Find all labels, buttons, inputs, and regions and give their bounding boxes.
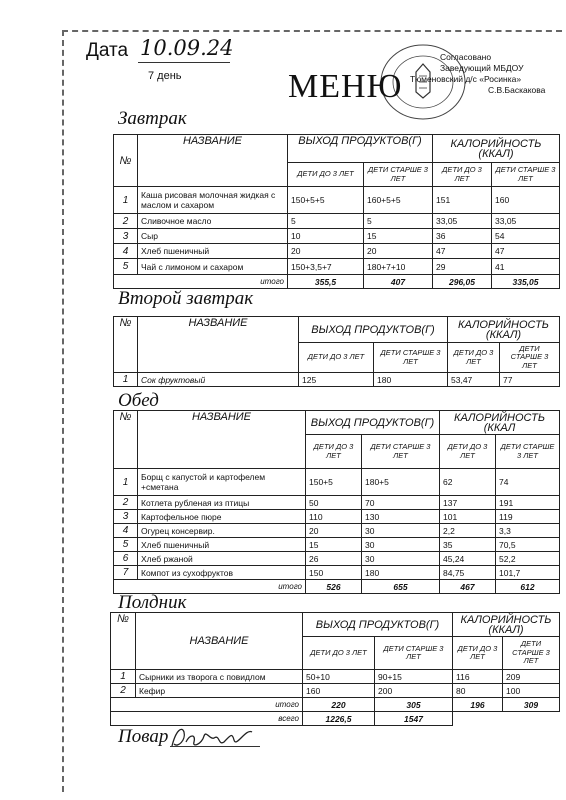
total-row <box>114 275 560 289</box>
yield-over3: 180 <box>374 373 448 387</box>
lunch-title: Обед <box>118 390 159 411</box>
yield-under3: 125 <box>299 373 374 387</box>
col-under3-header: ДЕТИ ДО 3 ЛЕТ <box>306 435 362 469</box>
kcal-under3: 80 <box>453 684 503 698</box>
col-name-header: НАЗВАНИЕ <box>136 613 303 670</box>
kcal-over3: 74 <box>496 469 560 496</box>
table-row <box>114 244 560 259</box>
yield-under3: 50+10 <box>303 670 375 684</box>
yield-under3: 150+3,5+7 <box>288 259 364 275</box>
yield-over3: 30 <box>362 538 440 552</box>
total-label: итого <box>114 275 288 289</box>
row-num: 5 <box>114 538 138 552</box>
signature-underline <box>170 746 260 747</box>
dish-name: Каша рисовая молочная жидкая с маслом и сахаром <box>138 187 288 214</box>
total-label: итого <box>111 698 303 712</box>
lunch-table <box>113 410 560 594</box>
col-over3-header: ДЕТИ СТАРШЕ 3 ЛЕТ <box>362 435 440 469</box>
col-yield-header: ВЫХОД ПРОДУКТОВ(Г) <box>299 317 448 343</box>
yield-under3: 50 <box>306 496 362 510</box>
col-under3-header: ДЕТИ ДО 3 ЛЕТ <box>453 637 503 670</box>
kcal-over3: 100 <box>503 684 560 698</box>
col-under3-header: ДЕТИ ДО 3 ЛЕТ <box>303 637 375 670</box>
row-num: 6 <box>114 552 138 566</box>
kcal-over3: 47 <box>492 244 560 259</box>
yield-over3: 90+15 <box>375 670 453 684</box>
date-label: Дата <box>86 40 129 61</box>
approval-line: Тюменовский д/с «Росинка» <box>410 74 522 84</box>
dish-name: Сыр <box>138 229 288 244</box>
yield-under3: 110 <box>306 510 362 524</box>
col-num-header: № <box>114 411 138 469</box>
dish-name: Сок фруктовый <box>138 373 299 387</box>
total-row <box>111 698 560 712</box>
kcal-under3: 35 <box>440 538 496 552</box>
table-row <box>111 684 560 698</box>
yield-over3: 180 <box>362 566 440 580</box>
grand-total-yield-over3: 1547 <box>375 712 453 726</box>
table-row <box>114 187 560 214</box>
snack-table <box>110 612 560 726</box>
col-calories-header: КАЛОРИЙНОСТЬ (ККАЛ) <box>453 613 560 637</box>
col-over3-header: ДЕТИ СТАРШЕ 3 ЛЕТ <box>375 637 453 670</box>
yield-over3: 70 <box>362 496 440 510</box>
yield-under3: 10 <box>288 229 364 244</box>
yield-under3: 20 <box>288 244 364 259</box>
row-num: 1 <box>111 670 136 684</box>
kcal-under3: 101 <box>440 510 496 524</box>
kcal-under3: 36 <box>433 229 492 244</box>
col-over3-header: ДЕТИ СТАРШЕ 3 ЛЕТ <box>500 343 560 373</box>
grand-total-yield-under3: 1226,5 <box>303 712 375 726</box>
total-yield-over3: 407 <box>364 275 433 289</box>
kcal-under3: 62 <box>440 469 496 496</box>
col-yield-header: ВЫХОД ПРОДУКТОВ(Г) <box>303 613 453 637</box>
kcal-under3: 151 <box>433 187 492 214</box>
table-row <box>114 373 560 387</box>
kcal-under3: 33,05 <box>433 214 492 229</box>
yield-under3: 15 <box>306 538 362 552</box>
breakfast-table <box>113 134 560 289</box>
day-label: 7 день <box>148 70 182 82</box>
table-row <box>114 566 560 580</box>
table-row <box>114 524 560 538</box>
col-name-header: НАЗВАНИЕ <box>138 317 299 373</box>
kcal-under3: 29 <box>433 259 492 275</box>
total-kcal-over3: 309 <box>503 698 560 712</box>
dish-name: Сырники из творога с повидлом <box>136 670 303 684</box>
kcal-over3: 41 <box>492 259 560 275</box>
col-under3-header: ДЕТИ ДО 3 ЛЕТ <box>288 163 364 187</box>
second-breakfast-table <box>113 316 560 387</box>
table-row <box>114 469 560 496</box>
row-num: 5 <box>114 259 138 275</box>
col-calories-header: КАЛОРИЙНОСТЬ (ККАЛ <box>440 411 560 435</box>
col-over3-header: ДЕТИ СТАРШЕ 3 ЛЕТ <box>503 637 560 670</box>
col-over3-header: ДЕТИ СТАРШЕ 3 ЛЕТ <box>492 163 560 187</box>
row-num: 4 <box>114 244 138 259</box>
total-yield-over3: 305 <box>375 698 453 712</box>
kcal-under3: 45,24 <box>440 552 496 566</box>
total-yield-under3: 526 <box>306 580 362 594</box>
kcal-over3: 191 <box>496 496 560 510</box>
yield-over3: 200 <box>375 684 453 698</box>
kcal-under3: 47 <box>433 244 492 259</box>
total-kcal-over3: 612 <box>496 580 560 594</box>
yield-under3: 5 <box>288 214 364 229</box>
yield-under3: 150+5+5 <box>288 187 364 214</box>
dish-name: Хлеб пшеничный <box>138 538 306 552</box>
col-under3-header: ДЕТИ ДО 3 ЛЕТ <box>440 435 496 469</box>
yield-over3: 180+7+10 <box>364 259 433 275</box>
kcal-over3: 77 <box>500 373 560 387</box>
col-yield-header: ВЫХОД ПРОДУКТОВ(Г) <box>306 411 440 435</box>
kcal-over3: 119 <box>496 510 560 524</box>
kcal-under3: 116 <box>453 670 503 684</box>
dish-name: Хлеб пшеничный <box>138 244 288 259</box>
table-row <box>114 229 560 244</box>
total-kcal-under3: 296,05 <box>433 275 492 289</box>
menu-title: МЕНЮ <box>288 68 403 105</box>
col-under3-header: ДЕТИ ДО 3 ЛЕТ <box>448 343 500 373</box>
table-row <box>111 670 560 684</box>
row-num: 2 <box>114 214 138 229</box>
kcal-over3: 101,7 <box>496 566 560 580</box>
approval-line: С.В.Баскакова <box>488 85 546 95</box>
col-under3-header: ДЕТИ ДО 3 ЛЕТ <box>433 163 492 187</box>
yield-over3: 5 <box>364 214 433 229</box>
approval-block <box>410 52 546 96</box>
row-num: 7 <box>114 566 138 580</box>
approval-line: Заведующий МБДОУ <box>440 63 524 73</box>
dish-name: Кефир <box>136 684 303 698</box>
yield-under3: 150+5 <box>306 469 362 496</box>
row-num: 1 <box>114 373 138 387</box>
yield-over3: 160+5+5 <box>364 187 433 214</box>
yield-over3: 20 <box>364 244 433 259</box>
dish-name: Огурец консервир. <box>138 524 306 538</box>
table-row <box>114 496 560 510</box>
row-num: 3 <box>114 510 138 524</box>
col-calories-header: КАЛОРИЙНОСТЬ (ККАЛ) <box>448 317 560 343</box>
col-name-header: НАЗВАНИЕ <box>138 135 288 187</box>
col-name-header: НАЗВАНИЕ <box>138 411 306 469</box>
table-row <box>114 552 560 566</box>
kcal-under3: 2,2 <box>440 524 496 538</box>
breakfast-title: Завтрак <box>118 108 187 129</box>
dish-name: Борщ с капустой и картофелем +сметана <box>138 469 306 496</box>
kcal-over3: 52,2 <box>496 552 560 566</box>
row-num: 3 <box>114 229 138 244</box>
col-calories-header: КАЛОРИЙНОСТЬ (ККАЛ) <box>433 135 560 163</box>
yield-under3: 160 <box>303 684 375 698</box>
yield-under3: 20 <box>306 524 362 538</box>
approval-line: Согласовано <box>440 52 492 62</box>
second-breakfast-title: Второй завтрак <box>118 288 254 309</box>
row-num: 1 <box>114 469 138 496</box>
yield-over3: 180+5 <box>362 469 440 496</box>
snack-title: Полдник <box>118 592 187 613</box>
col-num-header: № <box>111 613 136 670</box>
col-num-header: № <box>114 135 138 187</box>
yield-over3: 30 <box>362 524 440 538</box>
table-row <box>114 510 560 524</box>
table-row <box>114 259 560 275</box>
kcal-over3: 209 <box>503 670 560 684</box>
total-kcal-over3: 335,05 <box>492 275 560 289</box>
yield-over3: 130 <box>362 510 440 524</box>
yield-over3: 15 <box>364 229 433 244</box>
table-row <box>114 214 560 229</box>
col-under3-header: ДЕТИ ДО 3 ЛЕТ <box>299 343 374 373</box>
row-num: 1 <box>114 187 138 214</box>
kcal-under3: 137 <box>440 496 496 510</box>
cook-label: Повар <box>118 726 169 747</box>
dish-name: Чай с лимоном и сахаром <box>138 259 288 275</box>
col-yield-header: ВЫХОД ПРОДУКТОВ(Г) <box>288 135 433 163</box>
kcal-under3: 84,75 <box>440 566 496 580</box>
date-underline <box>138 62 230 63</box>
kcal-over3: 33,05 <box>492 214 560 229</box>
table-row <box>114 538 560 552</box>
total-yield-over3: 655 <box>362 580 440 594</box>
total-kcal-under3: 467 <box>440 580 496 594</box>
cook-signature <box>168 722 264 752</box>
yield-over3: 30 <box>362 552 440 566</box>
dish-name: Сливочное масло <box>138 214 288 229</box>
yield-under3: 150 <box>306 566 362 580</box>
col-over3-header: ДЕТИ СТАРШЕ 3 ЛЕТ <box>364 163 433 187</box>
dish-name: Компот из сухофруктов <box>138 566 306 580</box>
row-num: 2 <box>111 684 136 698</box>
total-yield-under3: 220 <box>303 698 375 712</box>
yield-under3: 26 <box>306 552 362 566</box>
row-num: 4 <box>114 524 138 538</box>
date-value: 10.09.24 <box>140 36 234 60</box>
kcal-over3: 3,3 <box>496 524 560 538</box>
grand-total-label: всего <box>111 712 303 726</box>
dish-name: Котлета рубленая из птицы <box>138 496 306 510</box>
kcal-under3: 53,47 <box>448 373 500 387</box>
col-num-header: № <box>114 317 138 373</box>
kcal-over3: 54 <box>492 229 560 244</box>
kcal-over3: 160 <box>492 187 560 214</box>
kcal-over3: 70,5 <box>496 538 560 552</box>
dish-name: Хлеб ржаной <box>138 552 306 566</box>
total-yield-under3: 355,5 <box>288 275 364 289</box>
row-num: 2 <box>114 496 138 510</box>
total-kcal-under3: 196 <box>453 698 503 712</box>
col-over3-header: ДЕТИ СТАРШЕ 3 ЛЕТ <box>496 435 560 469</box>
col-over3-header: ДЕТИ СТАРШЕ 3 ЛЕТ <box>374 343 448 373</box>
dish-name: Картофельное пюре <box>138 510 306 524</box>
total-label: итого <box>114 580 306 594</box>
